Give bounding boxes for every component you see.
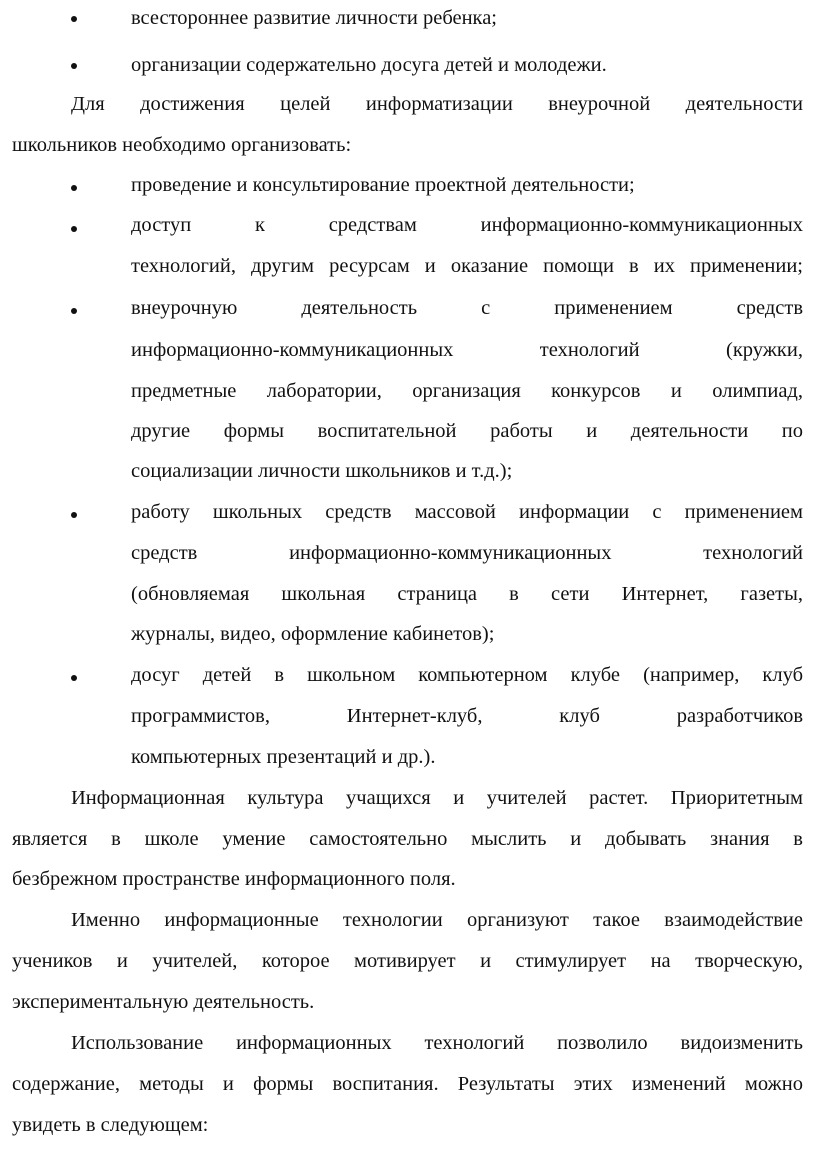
bullet-marker xyxy=(71,512,77,518)
list-item-line: предметные лаборатории, организация конкурсов и олимпиад, xyxy=(131,380,803,402)
paragraph-line: увидеть в следующем: xyxy=(12,1114,209,1136)
list-item-line: социализации личности школьников и т.д.); xyxy=(131,460,513,482)
paragraph-line: экспериментальную деятельность. xyxy=(12,991,315,1013)
list-item: организации содержательно досуга детей и молодежи. xyxy=(131,54,607,76)
bullet-marker xyxy=(71,16,77,22)
bullet-marker xyxy=(71,675,77,681)
paragraph-line: Для достижения целей информатизации внеурочной деятельности xyxy=(71,93,803,115)
paragraph-line: является в школе умение самостоятельно мыслить и добывать знания в xyxy=(12,828,803,850)
bullet-marker xyxy=(71,63,77,69)
list-item-line: досуг детей в школьном компьютерном клубе (например, клуб xyxy=(131,664,803,686)
paragraph-line: Использование информационных технологий позволило видоизменить xyxy=(71,1032,803,1054)
paragraph-line: Именно информационные технологии организуют такое взаимодействие xyxy=(71,909,803,931)
list-item-line: программистов, Интернет-клуб, клуб разработчиков xyxy=(131,705,803,727)
list-item: проведение и консультирование проектной деятельности; xyxy=(131,174,635,196)
list-item-line: информационно-коммуникационных технологий (кружки, xyxy=(131,339,803,361)
list-item-line: журналы, видео, оформление кабинетов); xyxy=(131,623,495,645)
list-item-line: другие формы воспитательной работы и деятельности по xyxy=(131,420,803,442)
list-item-line: работу школьных средств массовой информации с применением xyxy=(131,501,803,523)
list-item-line: технологий, другим ресурсам и оказание помощи в их применении; xyxy=(131,255,803,277)
paragraph-line: учеников и учителей, которое мотивирует и стимулирует на творческую, xyxy=(12,950,803,972)
list-item: всестороннее развитие личности ребенка; xyxy=(131,7,497,29)
bullet-marker xyxy=(71,226,77,232)
bullet-marker xyxy=(71,185,77,191)
list-item-line: доступ к средствам информационно-коммуникационных xyxy=(131,214,803,236)
list-item-line: (обновляемая школьная страница в сети Интернет, газеты, xyxy=(131,583,803,605)
list-item-line: компьютерных презентаций и др.). xyxy=(131,746,436,768)
list-item-line: внеурочную деятельность с применением средств xyxy=(131,297,803,319)
list-item-line: средств информационно-коммуникационных технологий xyxy=(131,542,803,564)
paragraph-line: школьников необходимо организовать: xyxy=(12,134,352,156)
paragraph-line: безбрежном пространстве информационного поля. xyxy=(12,868,456,890)
paragraph-line: Информационная культура учащихся и учителей растет. Приоритетным xyxy=(71,787,803,809)
bullet-marker xyxy=(71,308,77,314)
paragraph-line: содержание, методы и формы воспитания. Результаты этих изменений можно xyxy=(12,1073,803,1095)
